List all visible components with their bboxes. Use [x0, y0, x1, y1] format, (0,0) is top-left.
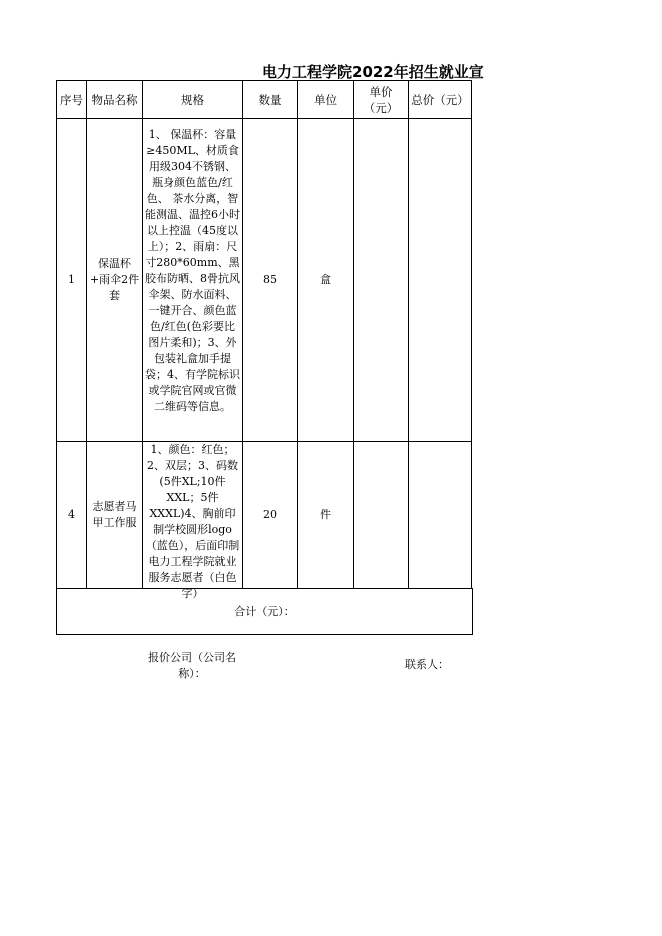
row1-no: 1	[56, 118, 87, 442]
row1-qty: 85	[242, 118, 298, 442]
quote-table	[56, 80, 472, 635]
row1-name: 保温杯+雨伞2件套	[86, 118, 143, 442]
row2-no: 4	[56, 441, 87, 589]
row1-unit-price	[353, 118, 409, 442]
header-name: 物品名称	[86, 80, 143, 119]
row2-name: 志愿者马甲工作服	[86, 441, 143, 589]
header-no: 序号	[56, 80, 87, 119]
row2-unit: 件	[297, 441, 354, 589]
header-spec: 规格	[142, 80, 243, 119]
row2-qty: 20	[242, 441, 298, 589]
row1-unit: 盒	[297, 118, 354, 442]
row2-unit-price	[353, 441, 409, 589]
header-unit-price: 单价（元）	[353, 80, 409, 119]
total-row: 合计（元）：	[56, 588, 473, 635]
row1-spec: 1、 保温杯：容量≥450ML、材质食用级304不锈钢、 瓶身颜色蓝色/红色、 茶水分离，智能测温、温控6小时以上控温（45度以上）；2、雨扇：尺寸280*60mm、黑胶布防晒、8骨抗风伞架、防水面料、一键开合、颜色蓝色/红色(色彩要比图片柔和)；3、外包装礼盒加手提袋；4、有学院标识或学院官网或官微二维码等信息。	[142, 118, 243, 442]
row2-total-price	[408, 441, 472, 589]
company-label: 报价公司（公司名称）：	[148, 651, 236, 680]
contact-label: 联系人：	[405, 658, 449, 671]
header-qty: 数量	[242, 80, 298, 119]
row2-spec: 1、颜色：红色；2、双层；3、码数(5件XL;10件XXL；5件XXXL)4、胸前印制学校圆形logo（蓝色），后面印制电力工程学院就业服务志愿者（白色字）	[142, 441, 243, 589]
document-title: 电力工程学院2022年招生就业宣	[262, 63, 484, 81]
row1-total-price	[408, 118, 472, 442]
header-unit: 单位	[297, 80, 354, 119]
header-total-price: 总价（元）	[408, 80, 472, 119]
